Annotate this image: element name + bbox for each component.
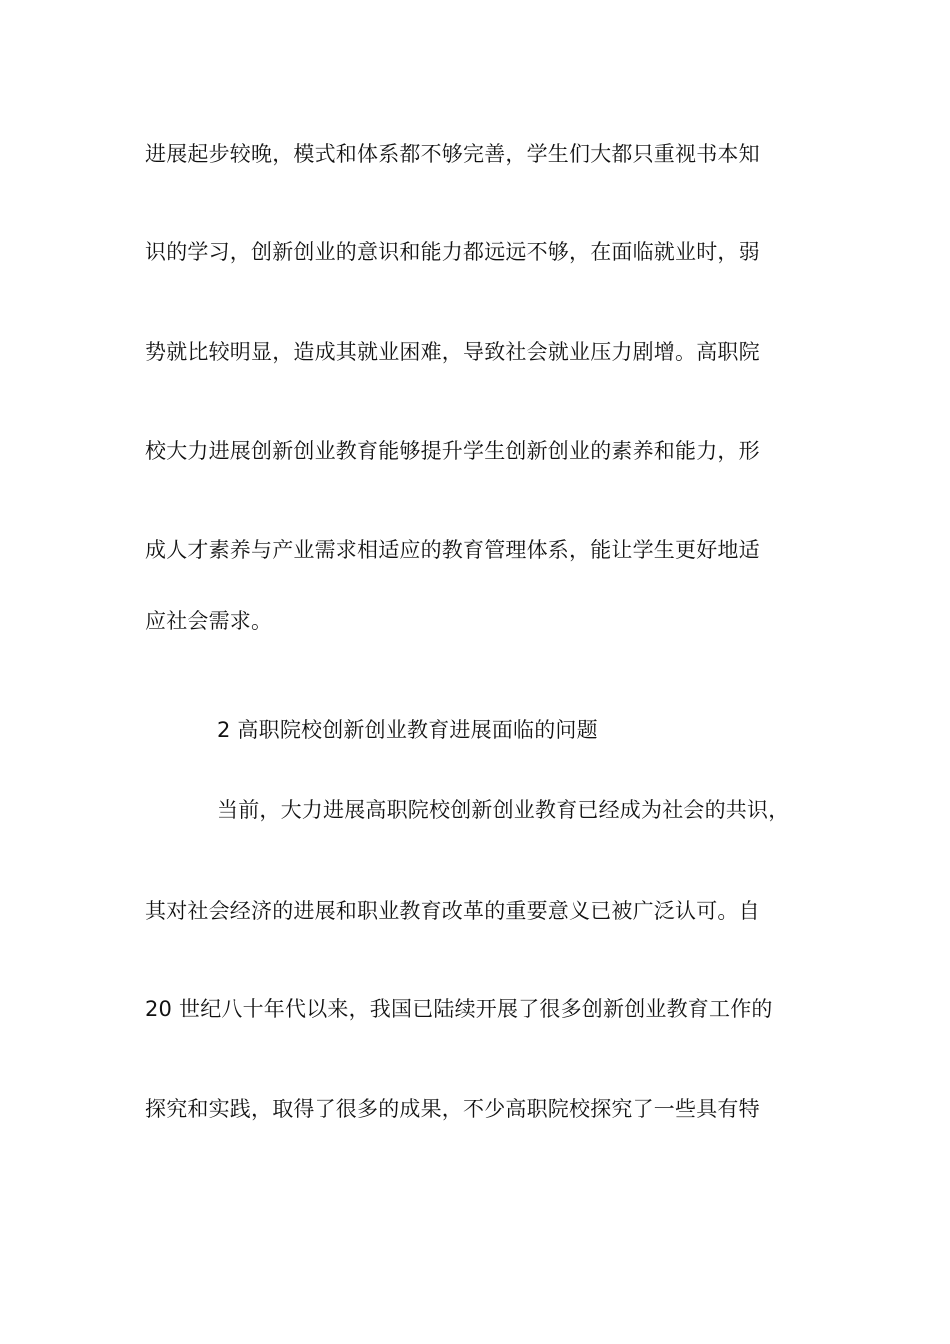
paragraph-2-line-1: 当前，大力进展高职院校创新创业教育已经成为社会的共识， — [217, 798, 790, 822]
paragraph-2-line-4: 探究和实践，取得了很多的成果，不少高职院校探究了一些具有特 — [145, 1097, 760, 1121]
paragraph-1-line-6: 应社会需求。 — [145, 609, 273, 633]
paragraph-1-line-1: 进展起步较晚，模式和体系都不够完善，学生们大都只重视书本知 — [145, 142, 760, 166]
paragraph-2-line-3: 20 世纪八十年代以来，我国已陆续开展了很多创新创业教育工作的 — [145, 997, 773, 1021]
paragraph-2-line-2: 其对社会经济的进展和职业教育改革的重要意义已被广泛认可。自 — [145, 899, 760, 923]
section-heading: 2 高职院校创新创业教育进展面临的问题 — [217, 718, 598, 742]
paragraph-1-line-4: 校大力进展创新创业教育能够提升学生创新创业的素养和能力，形 — [145, 439, 760, 463]
paragraph-1-line-2: 识的学习，创新创业的意识和能力都远远不够，在面临就业时，弱 — [145, 240, 760, 264]
paragraph-1-line-3: 势就比较明显，造成其就业困难，导致社会就业压力剧增。高职院 — [145, 340, 760, 364]
paragraph-1-line-5: 成人才素养与产业需求相适应的教育管理体系，能让学生更好地适 — [145, 538, 760, 562]
